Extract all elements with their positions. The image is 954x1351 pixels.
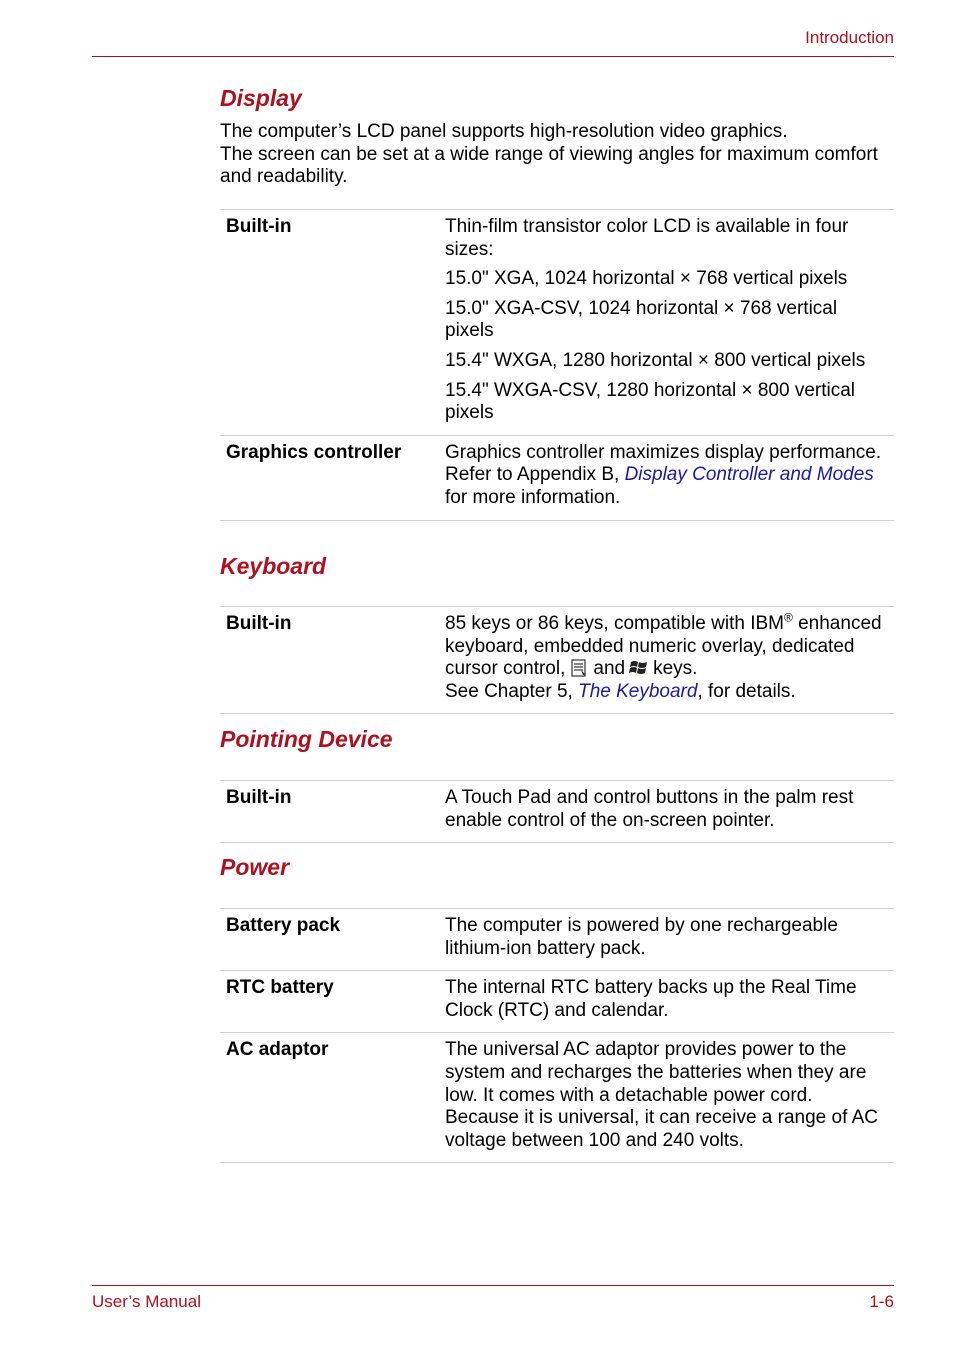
spec-value: The internal RTC battery backs up the Real Time Clock (RTC) and calendar.: [445, 977, 857, 1021]
spec-value: The universal AC adaptor provides power to the system and recharges the batteries when they are low. It comes with a detachable power cord. Because it is universal, it can receive a range of AC voltage between 100 and 240 volts.: [445, 1039, 879, 1151]
spec-label: Built-in: [226, 216, 292, 237]
display-intro-line2: The screen can be set at a wide range of viewing angles for maximum comfort and readability.: [220, 143, 878, 188]
windows-key-icon: [629, 658, 649, 678]
menu-key-icon: [569, 658, 589, 678]
table-row: [220, 210, 894, 436]
spec-line: 15.4" WXGA-CSV, 1280 horizontal × 800 vertical pixels: [445, 379, 856, 424]
spec-line: Thin-film transistor color LCD is available in four sizes:: [445, 216, 849, 260]
spec-label: Battery pack: [226, 915, 341, 936]
table-row: [220, 435, 894, 520]
keyboard-see-text: See Chapter 5,: [445, 680, 579, 702]
keyboard-chapter-link[interactable]: The Keyboard: [578, 680, 698, 702]
page-footer: [92, 1285, 894, 1311]
registered-mark: ®: [783, 610, 793, 625]
spec-label: Built-in: [226, 613, 292, 634]
spec-value: The computer is powered by one rechargeable lithium-ion battery pack.: [445, 915, 838, 959]
spec-label: AC adaptor: [226, 1039, 329, 1061]
section-heading-keyboard: Keyboard: [220, 553, 327, 579]
section-heading-display: Display: [220, 85, 302, 111]
spec-value: [445, 210, 894, 436]
display-controller-link[interactable]: Display Controller and Modes: [624, 464, 874, 486]
table-row: [220, 781, 894, 843]
display-spec-table: [220, 209, 894, 521]
spec-label: RTC battery: [226, 977, 334, 999]
spec-line: 15.4" WXGA, 1280 horizontal × 800 vertical pixels: [445, 349, 866, 371]
spec-value: [445, 435, 894, 520]
graphics-text-post: for more information.: [445, 486, 621, 508]
display-intro-line1: The computer’s LCD panel supports high-resolution video graphics.: [220, 121, 788, 142]
spec-label: Graphics controller: [226, 441, 402, 463]
spec-line: 15.0" XGA-CSV, 1024 horizontal × 768 vertical pixels: [445, 297, 838, 342]
header-title: Introduction: [805, 28, 894, 47]
spec-label: Built-in: [226, 787, 292, 808]
graphics-text-pre: Graphics controller maximizes display performance. Refer to Appendix B,: [445, 441, 882, 486]
page-header: [92, 28, 894, 57]
footer-manual-title: User’s Manual: [92, 1292, 201, 1311]
spec-value: [445, 607, 894, 714]
page-number: 1-6: [869, 1292, 894, 1311]
pointing-spec-table: [220, 780, 894, 843]
section-heading-pointing: Pointing Device: [220, 726, 393, 752]
power-spec-table: [220, 908, 894, 1163]
keyboard-see-text: , for details.: [697, 680, 796, 702]
keyboard-text: keys.: [653, 658, 698, 680]
section-heading-power: Power: [220, 854, 290, 880]
keyboard-text: 85 keys or 86 keys, compatible with IBM: [445, 613, 784, 634]
table-row: [220, 909, 894, 971]
keyboard-text: and: [593, 658, 626, 680]
keyboard-spec-table: [220, 606, 894, 714]
display-intro: [220, 121, 880, 189]
spec-line: 15.0" XGA, 1024 horizontal × 768 vertical pixels: [445, 268, 848, 290]
table-row: [220, 607, 894, 714]
spec-value: A Touch Pad and control buttons in the palm rest enable control of the on-screen pointer.: [445, 787, 854, 831]
table-row: [220, 971, 894, 1033]
keyboard-text: enhanced keyboard, embedded numeric overlay, dedicated cursor control,: [445, 613, 882, 680]
table-row: [220, 1033, 894, 1163]
